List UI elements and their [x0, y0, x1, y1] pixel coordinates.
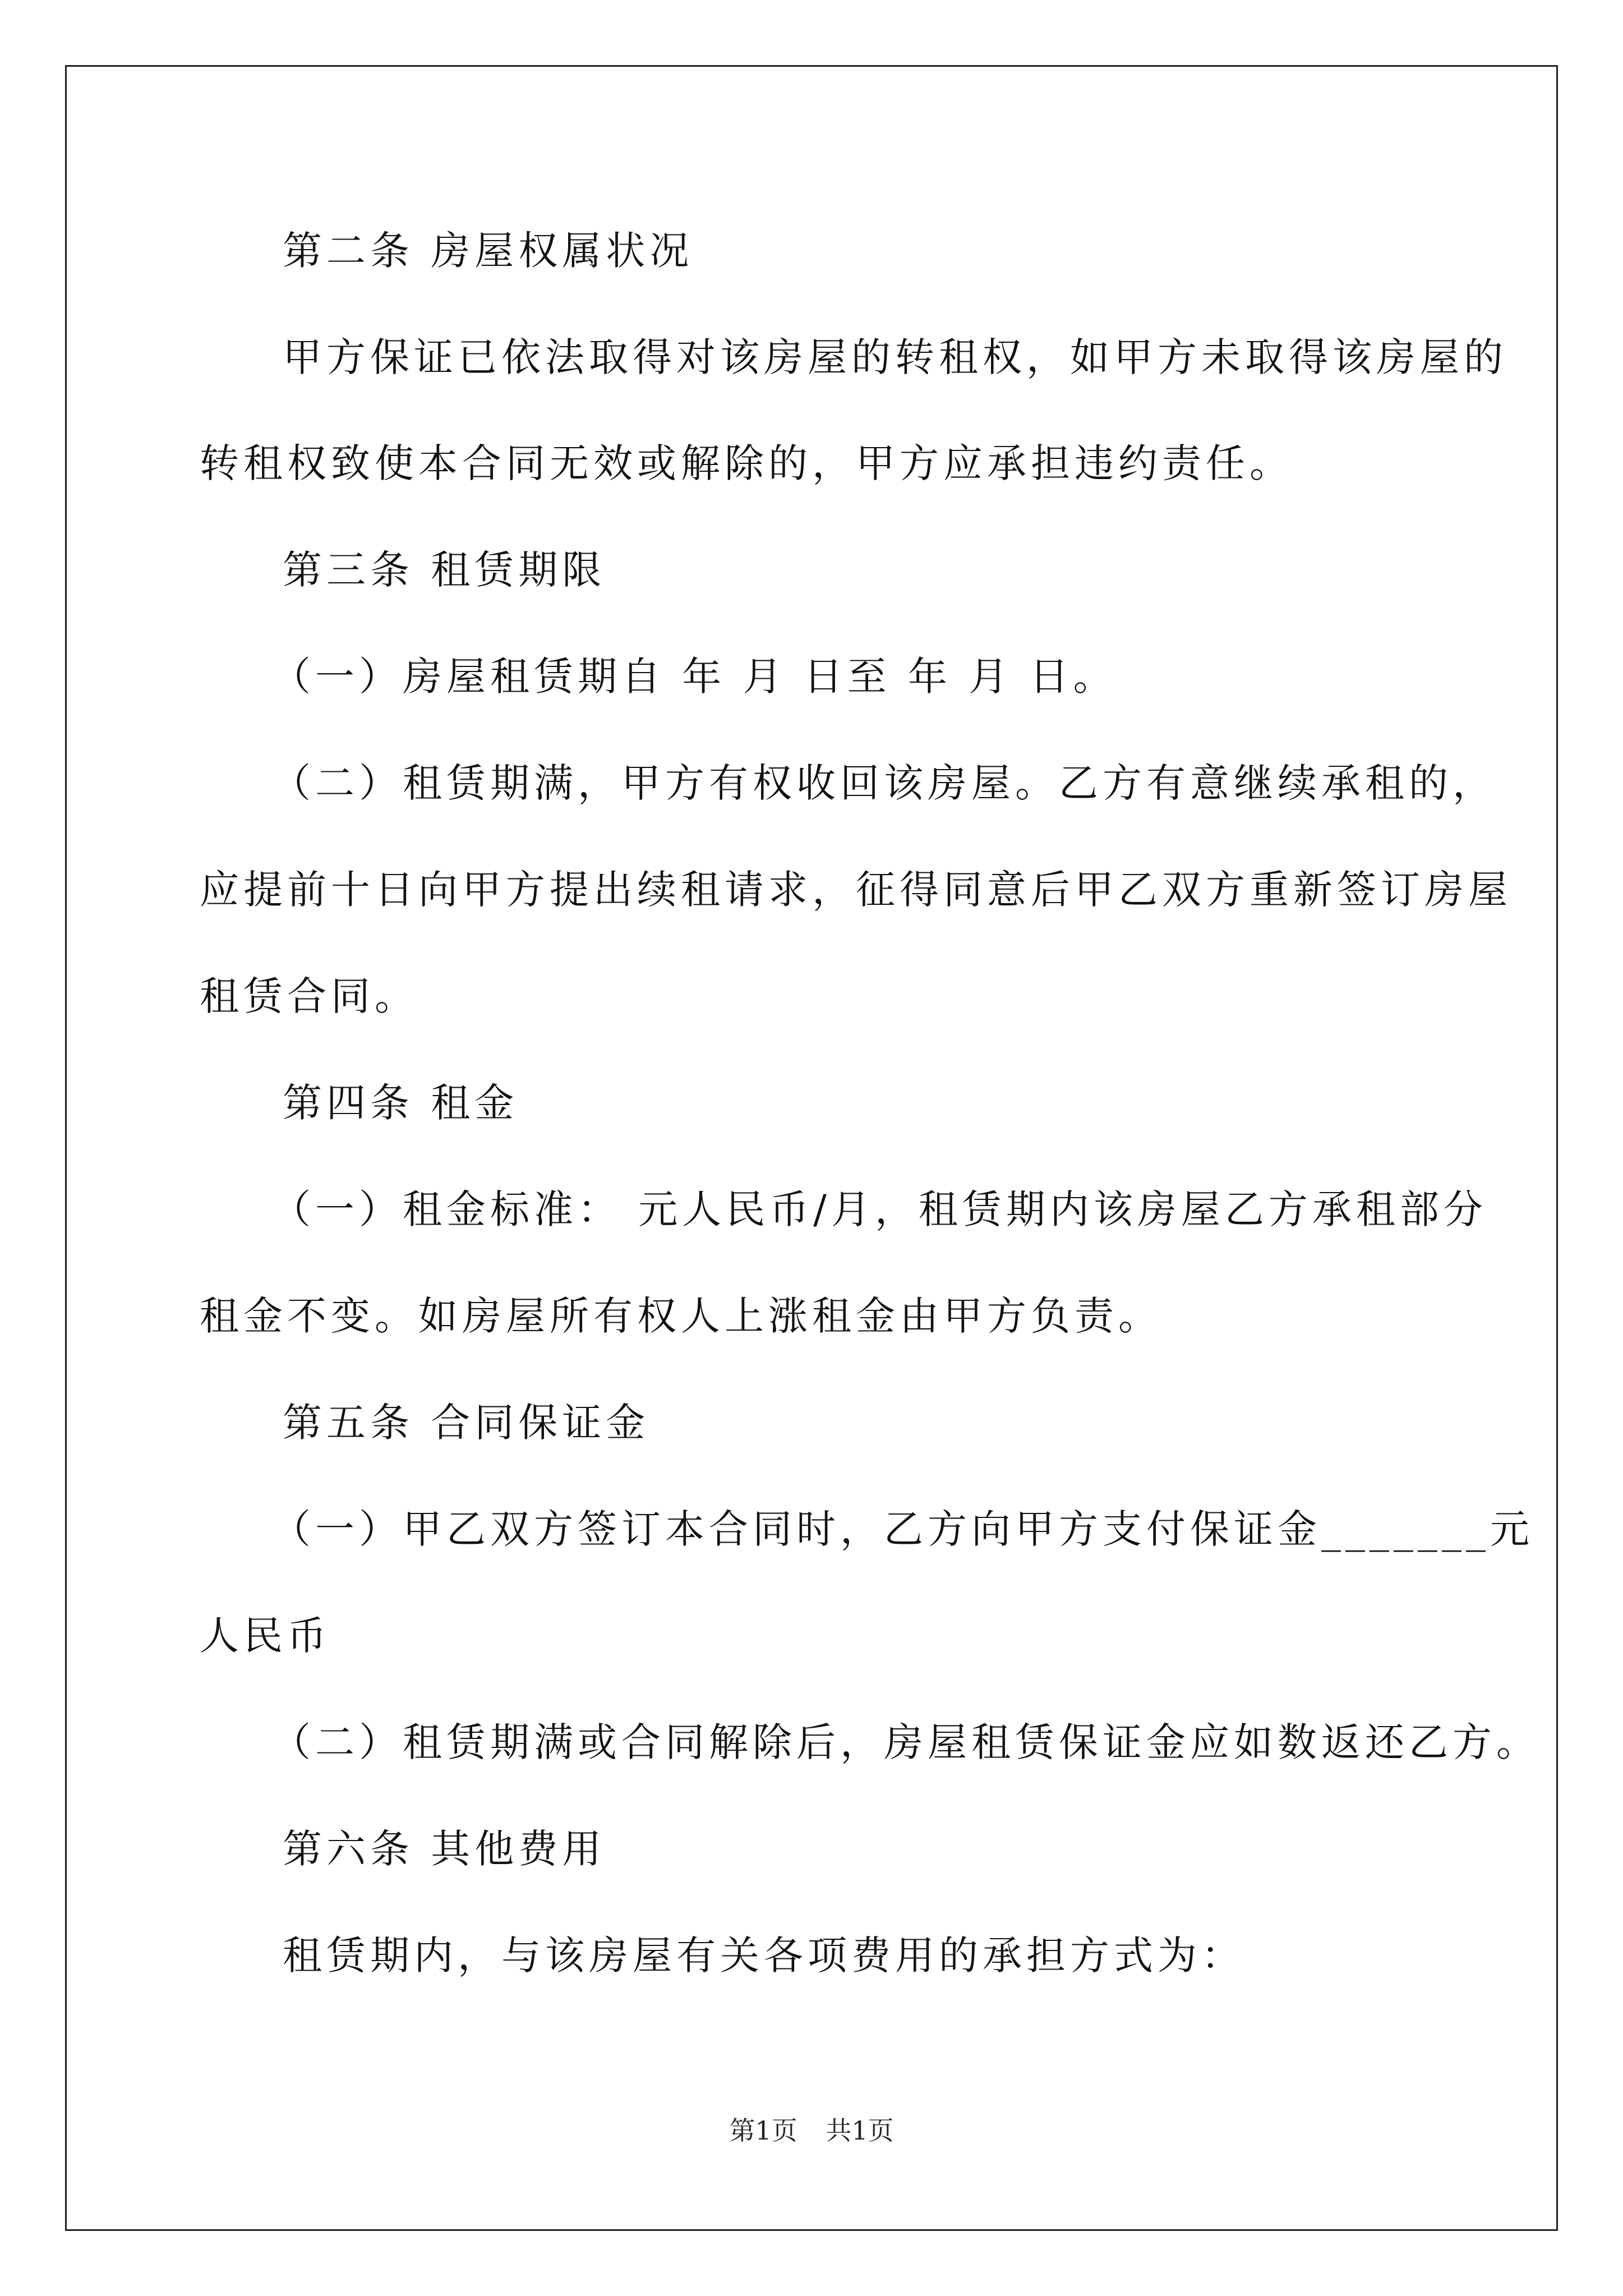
- article-5-heading: 第五条 合同保证金: [283, 1400, 650, 1446]
- page-border: [65, 65, 1558, 2231]
- article-3-item-2-line-3: 租赁合同。: [200, 973, 418, 1019]
- page-number-current: 第1页: [729, 2115, 797, 2146]
- page-footer: [0, 2114, 1623, 2147]
- article-5-item-1-line-1: （一）甲乙双方签订本合同时，乙方向甲方支付保证金_______元: [271, 1506, 1534, 1552]
- article-3-heading: 第三条 租赁期限: [283, 547, 606, 593]
- article-2-paragraph-line-1: 甲方保证已依法取得对该房屋的转租权，如甲方未取得该房屋的: [283, 334, 1507, 380]
- page-number-total: 共1页: [826, 2115, 894, 2146]
- article-4-item-1-line-1: （一）租金标准： 元人民币/月，租赁期内该房屋乙方承租部分: [271, 1186, 1487, 1232]
- article-3-item-2-line-2: 应提前十日向甲方提出续租请求，征得同意后甲乙双方重新签订房屋: [200, 867, 1512, 913]
- article-5-item-1-line-2: 人民币: [200, 1613, 331, 1659]
- article-4-heading: 第四条 租金: [283, 1080, 519, 1126]
- article-2-heading: 第二条 房屋权属状况: [283, 228, 694, 274]
- article-3-item-2-line-1: （二）租赁期满，甲方有权收回该房屋。乙方有意继续承租的，: [271, 760, 1496, 806]
- article-2-paragraph-line-2: 转租权致使本合同无效或解除的，甲方应承担违约责任。: [200, 440, 1293, 486]
- article-5-item-2: （二）租赁期满或合同解除后，房屋租赁保证金应如数返还乙方。: [271, 1719, 1540, 1765]
- article-6-heading: 第六条 其他费用: [283, 1826, 606, 1872]
- article-3-item-1: （一）房屋租赁期自 年 月 日至 年 月 日。: [271, 654, 1117, 700]
- article-4-item-1-line-2: 租金不变。如房屋所有权人上涨租金由甲方负责。: [200, 1293, 1162, 1339]
- article-6-paragraph: 租赁期内，与该房屋有关各项费用的承担方式为：: [283, 1932, 1245, 1978]
